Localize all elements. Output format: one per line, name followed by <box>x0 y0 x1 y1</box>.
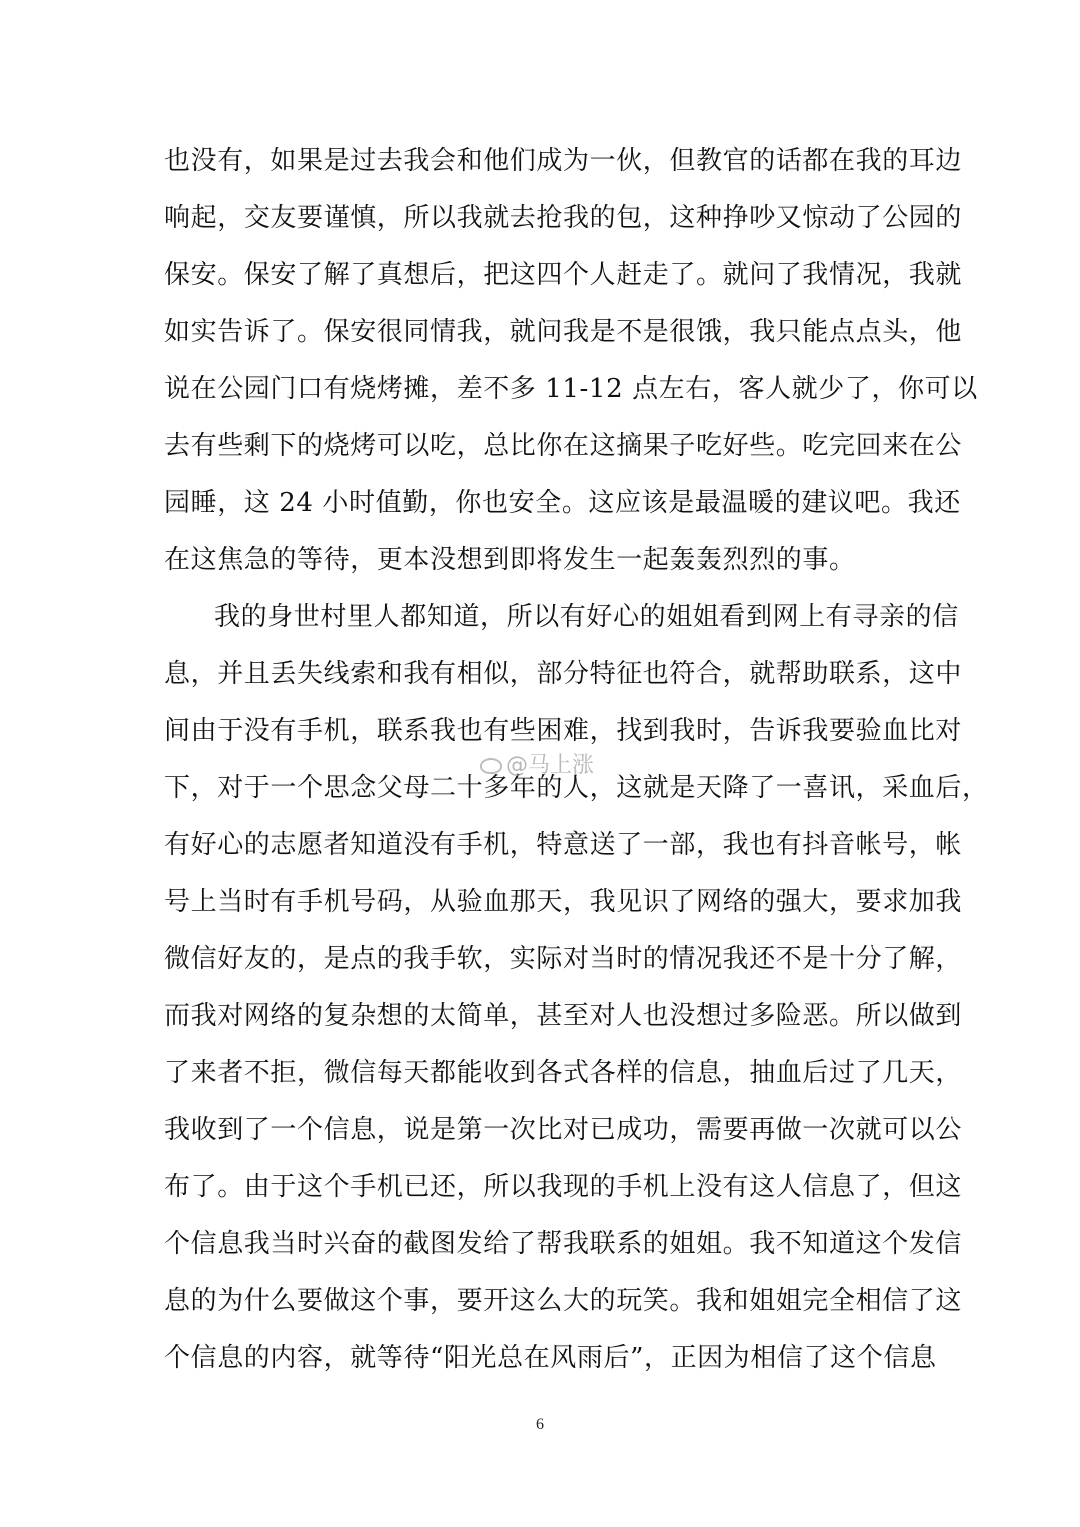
paragraph-2-line-10: 我收到了一个信息，说是第一次比对已成功，需要再做一次就可以公 <box>164 1115 963 1145</box>
paragraph-2-line-6: 号上当时有手机号码，从验血那天，我见识了网络的强大，要求加我 <box>164 887 963 917</box>
paragraph-2-line-4: 下，对于一个思念父母二十多年的人，这就是天降了一喜讯，采血后， <box>164 773 989 803</box>
paragraph-2-line-7: 微信好友的，是点的我手软，实际对当时的情况我还不是十分了解， <box>164 944 963 974</box>
paragraph-2-line-2: 息，并且丢失线索和我有相似，部分特征也符合，就帮助联系，这中 <box>164 659 963 689</box>
paragraph-2-line-9: 了来者不拒，微信每天都能收到各式各样的信息，抽血后过了几天， <box>164 1058 963 1088</box>
paragraph-2-line-11: 布了。由于这个手机已还，所以我现的手机上没有这人信息了，但这 <box>164 1172 963 1202</box>
watermark-text: @马上涨 <box>506 753 595 778</box>
paragraph-2-line-8: 而我对网络的复杂想的太简单，甚至对人也没想过多险恶。所以做到 <box>164 1001 963 1031</box>
paragraph-1-line-2: 响起，交友要谨慎，所以我就去抢我的包，这种挣吵又惊动了公园的 <box>164 203 963 233</box>
paragraph-1-line-3: 保安。保安了解了真想后，把这四个人赶走了。就问了我情况，我就 <box>164 260 963 290</box>
paragraph-1-line-5: 说在公园门口有烧烤摊，差不多 11-12 点左右，客人就少了，你可以 <box>164 374 978 404</box>
paragraph-2-line-1: 我的身世村里人都知道，所以有好心的姐姐看到网上有寻亲的信 <box>214 602 959 632</box>
page-number: 6 <box>536 1416 544 1433</box>
paragraph-1-line-1: 也没有，如果是过去我会和他们成为一伙，但教官的话都在我的耳边 <box>164 146 963 176</box>
paragraph-2-line-12: 个信息我当时兴奋的截图发给了帮我联系的姐姐。我不知道这个发信 <box>164 1229 963 1259</box>
paragraph-1-line-7: 园睡，这 24 小时值勤，你也安全。这应该是最温暖的建议吧。我还 <box>164 488 961 518</box>
paragraph-2-line-14: 个信息的内容，就等待“阳光总在风雨后”，正因为相信了这个信息 <box>164 1343 937 1373</box>
paragraph-1-line-8: 在这焦急的等待，更本没想到即将发生一起轰轰烈烈的事。 <box>164 545 856 575</box>
weibo-watermark <box>480 748 594 779</box>
paragraph-2-line-3: 间由于没有手机，联系我也有些困难，找到我时，告诉我要验血比对 <box>164 716 963 746</box>
paragraph-2-line-5: 有好心的志愿者知道没有手机，特意送了一部，我也有抖音帐号，帐 <box>164 830 963 860</box>
paragraph-1-line-6: 去有些剩下的烧烤可以吃，总比你在这摘果子吃好些。吃完回来在公 <box>164 431 963 461</box>
paragraph-2-line-13: 息的为什么要做这个事，要开这么大的玩笑。我和姐姐完全相信了这 <box>164 1286 963 1316</box>
weibo-logo-icon <box>480 758 502 774</box>
paragraph-1-line-4: 如实告诉了。保安很同情我，就问我是不是很饿，我只能点点头，他 <box>164 317 963 347</box>
